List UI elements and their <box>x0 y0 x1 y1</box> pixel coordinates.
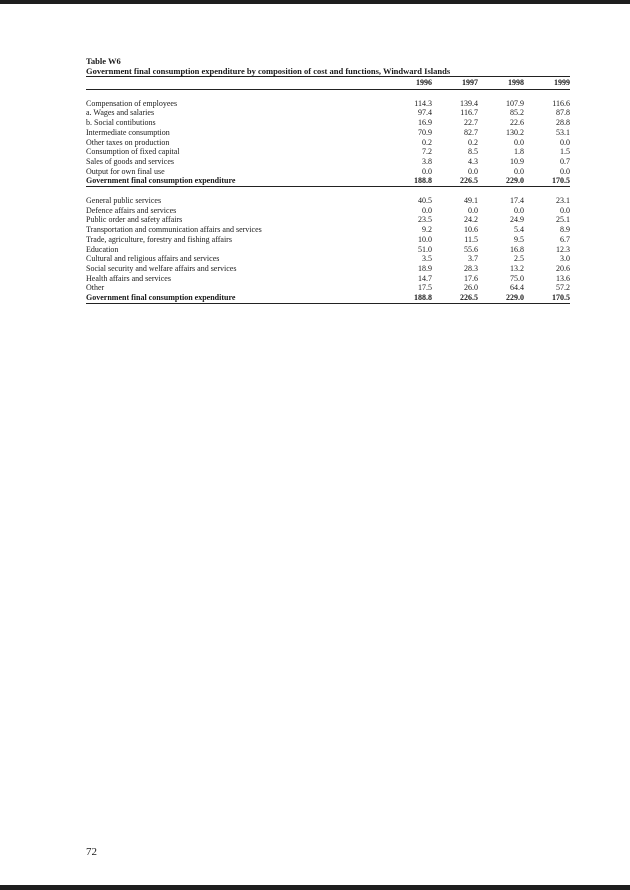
row-value: 5.4 <box>514 225 524 235</box>
table-body <box>86 89 570 303</box>
row-label: Trade, agriculture, forestry and fishing affairs <box>86 234 232 244</box>
row-value: 70.9 <box>418 127 432 137</box>
row-value: 10.6 <box>464 225 478 235</box>
table-label: Table W6 <box>86 56 121 66</box>
table-row <box>86 157 570 167</box>
row-label: Consumption of fixed capital <box>86 147 180 157</box>
row-value: 40.5 <box>418 196 432 206</box>
row-label: Health affairs and services <box>86 273 171 283</box>
total-row <box>86 176 570 186</box>
row-value: 18.9 <box>418 263 432 273</box>
row-value: 13.2 <box>510 263 524 273</box>
row-label: Social security and welfare affairs and services <box>86 263 237 273</box>
row-label: Compensation of employees <box>86 98 178 108</box>
row-value: 170.5 <box>524 176 570 186</box>
spacer-row <box>86 89 570 99</box>
row-value: 0.0 <box>468 205 478 215</box>
row-label: a. Wages and salaries <box>86 108 155 118</box>
row-value: 226.5 <box>432 176 478 186</box>
row-value: 0.0 <box>422 205 432 215</box>
row-value: 188.8 <box>386 176 432 186</box>
total-row <box>86 293 570 303</box>
row-value: 25.1 <box>556 215 570 225</box>
row-value: 22.7 <box>464 118 478 128</box>
row-value: 7.2 <box>422 147 432 157</box>
row-value: 114.3 <box>414 98 432 108</box>
data-table <box>86 76 570 304</box>
header-year: 1999 <box>524 77 570 90</box>
table-row <box>86 118 570 128</box>
table-row <box>86 254 570 264</box>
table-row <box>86 235 570 245</box>
row-value: 116.7 <box>460 108 478 118</box>
row-value: 55.6 <box>464 244 478 254</box>
spacer-cell <box>386 89 432 99</box>
row-value: 0.2 <box>422 137 432 147</box>
header-year: 1997 <box>432 77 478 90</box>
row-label: Government final consumption expenditure <box>86 293 386 303</box>
row-value: 24.2 <box>464 215 478 225</box>
table-row <box>86 245 570 255</box>
row-value: 0.0 <box>514 137 524 147</box>
row-value: 82.7 <box>464 127 478 137</box>
header-blank <box>86 77 386 90</box>
row-value: 87.8 <box>556 108 570 118</box>
row-value: 16.9 <box>418 118 432 128</box>
table-row <box>86 196 570 206</box>
row-value: 130.2 <box>506 127 524 137</box>
spacer-cell <box>524 89 570 99</box>
row-value: 75.0 <box>510 273 524 283</box>
row-value: 24.9 <box>510 215 524 225</box>
spacer-cell <box>86 187 386 197</box>
row-value: 3.0 <box>560 254 570 264</box>
row-value: 16.8 <box>510 244 524 254</box>
row-value: 8.5 <box>468 147 478 157</box>
spacer-cell <box>432 89 478 99</box>
row-value: 229.0 <box>478 293 524 303</box>
row-value: 0.7 <box>560 156 570 166</box>
row-value: 20.6 <box>556 263 570 273</box>
row-value: 11.5 <box>464 234 478 244</box>
row-value: 188.8 <box>386 293 432 303</box>
spacer-cell <box>524 187 570 197</box>
table-row <box>86 108 570 118</box>
table-row <box>86 147 570 157</box>
row-value: 28.3 <box>464 263 478 273</box>
row-value: 0.0 <box>560 137 570 147</box>
row-value: 0.2 <box>468 137 478 147</box>
table-row <box>86 138 570 148</box>
row-value: 13.6 <box>556 273 570 283</box>
row-label: Output for own final use <box>86 166 165 176</box>
bottom-border-bar <box>0 885 630 890</box>
page-number: 72 <box>86 846 97 858</box>
row-value: 8.9 <box>560 225 570 235</box>
row-value: 12.3 <box>556 244 570 254</box>
row-value: 17.4 <box>510 196 524 206</box>
row-value: 9.5 <box>514 234 524 244</box>
table-row <box>86 128 570 138</box>
row-value: 57.2 <box>556 283 570 293</box>
row-label: Public order and safety affairs <box>86 215 183 225</box>
row-value: 53.1 <box>556 127 570 137</box>
table-row <box>86 274 570 284</box>
top-border-bar <box>0 0 630 4</box>
row-value: 1.8 <box>514 147 524 157</box>
row-value: 51.0 <box>418 244 432 254</box>
table-row <box>86 215 570 225</box>
row-value: 26.0 <box>464 283 478 293</box>
row-value: 23.5 <box>418 215 432 225</box>
spacer-cell <box>478 187 524 197</box>
header-year: 1996 <box>386 77 432 90</box>
row-value: 2.5 <box>514 254 524 264</box>
row-value: 97.4 <box>418 108 432 118</box>
row-value: 0.0 <box>560 166 570 176</box>
row-value: 6.7 <box>560 234 570 244</box>
row-value: 139.4 <box>460 98 478 108</box>
row-value: 17.5 <box>418 283 432 293</box>
row-value: 0.0 <box>514 166 524 176</box>
header-row <box>86 77 570 90</box>
row-value: 64.4 <box>510 283 524 293</box>
row-value: 3.8 <box>422 156 432 166</box>
row-value: 9.2 <box>422 225 432 235</box>
spacer-cell <box>478 89 524 99</box>
row-value: 10.0 <box>418 234 432 244</box>
spacer-cell <box>386 187 432 197</box>
row-label: Transportation and communication affairs and services <box>86 225 262 235</box>
row-value: 0.0 <box>468 166 478 176</box>
row-label: Other taxes on production <box>86 137 170 147</box>
row-label: Other <box>86 283 105 293</box>
row-value: 28.8 <box>556 118 570 128</box>
row-value: 22.6 <box>510 118 524 128</box>
table-row <box>86 225 570 235</box>
row-value: 3.7 <box>468 254 478 264</box>
table-title: Government final consumption expenditure by composition of cost and functions, Windward Islands <box>86 66 451 76</box>
row-value: 17.6 <box>464 273 478 283</box>
row-value: 10.9 <box>510 156 524 166</box>
table-row <box>86 283 570 293</box>
row-label: Government final consumption expenditure <box>86 176 386 186</box>
spacer-row <box>86 187 570 197</box>
row-value: 49.1 <box>464 196 478 206</box>
row-value: 0.0 <box>560 205 570 215</box>
row-value: 116.6 <box>552 98 570 108</box>
header-year: 1998 <box>478 77 524 90</box>
row-label: General public services <box>86 196 162 206</box>
row-label: Sales of goods and services <box>86 156 174 166</box>
table-row <box>86 264 570 274</box>
row-value: 85.2 <box>510 108 524 118</box>
row-value: 14.7 <box>418 273 432 283</box>
table-row <box>86 99 570 109</box>
row-value: 0.0 <box>422 166 432 176</box>
spacer-cell <box>432 187 478 197</box>
row-label: Intermediate consumption <box>86 127 170 137</box>
row-value: 229.0 <box>478 176 524 186</box>
table-row <box>86 206 570 216</box>
row-value: 4.3 <box>468 156 478 166</box>
row-label: Defence affairs and services <box>86 205 177 215</box>
row-value: 170.5 <box>524 293 570 303</box>
row-value: 1.5 <box>560 147 570 157</box>
row-value: 107.9 <box>506 98 524 108</box>
table-container <box>86 56 570 304</box>
row-value: 226.5 <box>432 293 478 303</box>
spacer-cell <box>86 89 386 99</box>
row-label: b. Social contibutions <box>86 118 156 128</box>
row-value: 0.0 <box>514 205 524 215</box>
row-value: 3.5 <box>422 254 432 264</box>
table-row <box>86 167 570 177</box>
row-label: Cultural and religious affairs and services <box>86 254 220 264</box>
row-label: Education <box>86 244 119 254</box>
row-value: 23.1 <box>556 196 570 206</box>
